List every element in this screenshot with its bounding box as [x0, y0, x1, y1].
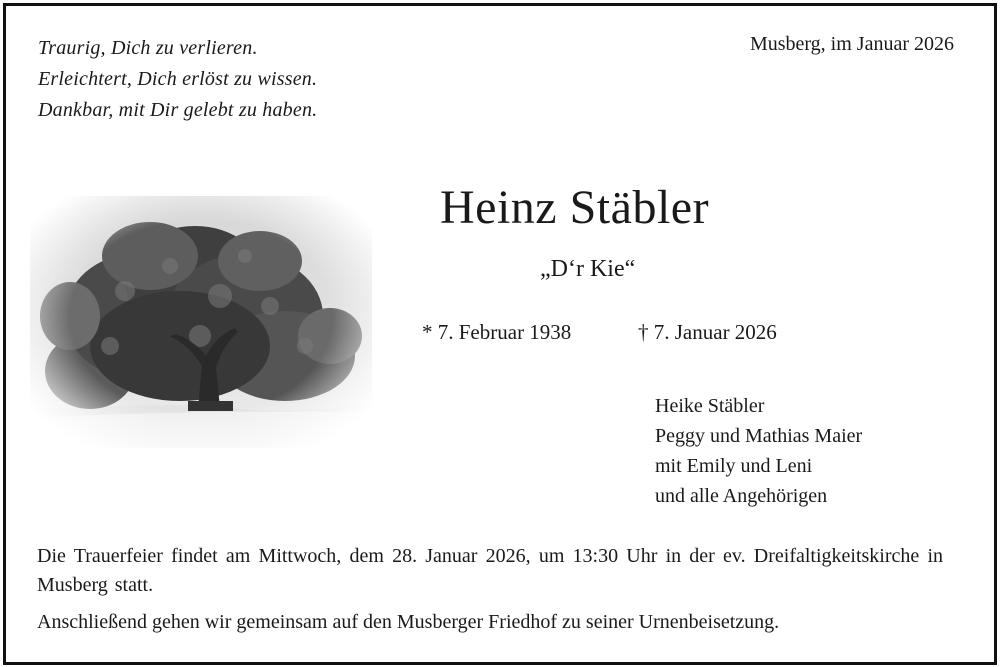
tree-photo — [30, 196, 372, 448]
death-date: † 7. Januar 2026 — [638, 320, 777, 344]
place-date: Musberg, im Januar 2026 — [749, 33, 954, 55]
deceased-nickname: „D‘r Kie“ — [540, 256, 636, 282]
mourner-name: und alle Angehörigen — [655, 485, 828, 507]
mourner-name: mit Emily und Leni — [655, 455, 813, 477]
birth-date: * 7. Februar 1938 — [422, 320, 572, 344]
poem-line: Erleichtert, Dich erlöst zu wissen. — [38, 68, 318, 90]
burial-text: Anschließend gehen wir gemeinsam auf den Musberger Friedhof zu seiner Urnenbeisetzung. — [37, 611, 780, 633]
mourner-name: Heike Stäbler — [655, 395, 765, 417]
poem-line: Dankbar, mit Dir gelebt zu haben. — [38, 99, 318, 121]
funeral-service-text: Die Trauerfeier findet am Mittwoch, dem 28. Januar 2026, um 13:30 Uhr in der ev. Dreifaltigkeitskirche in Musberg statt. — [37, 545, 943, 596]
poem — [38, 33, 317, 126]
mourners-list — [655, 391, 862, 511]
deceased-name: Heinz Stäbler — [440, 181, 710, 234]
mourner-name: Peggy und Mathias Maier — [655, 425, 863, 447]
poem-line: Traurig, Dich zu verlieren. — [38, 37, 258, 59]
